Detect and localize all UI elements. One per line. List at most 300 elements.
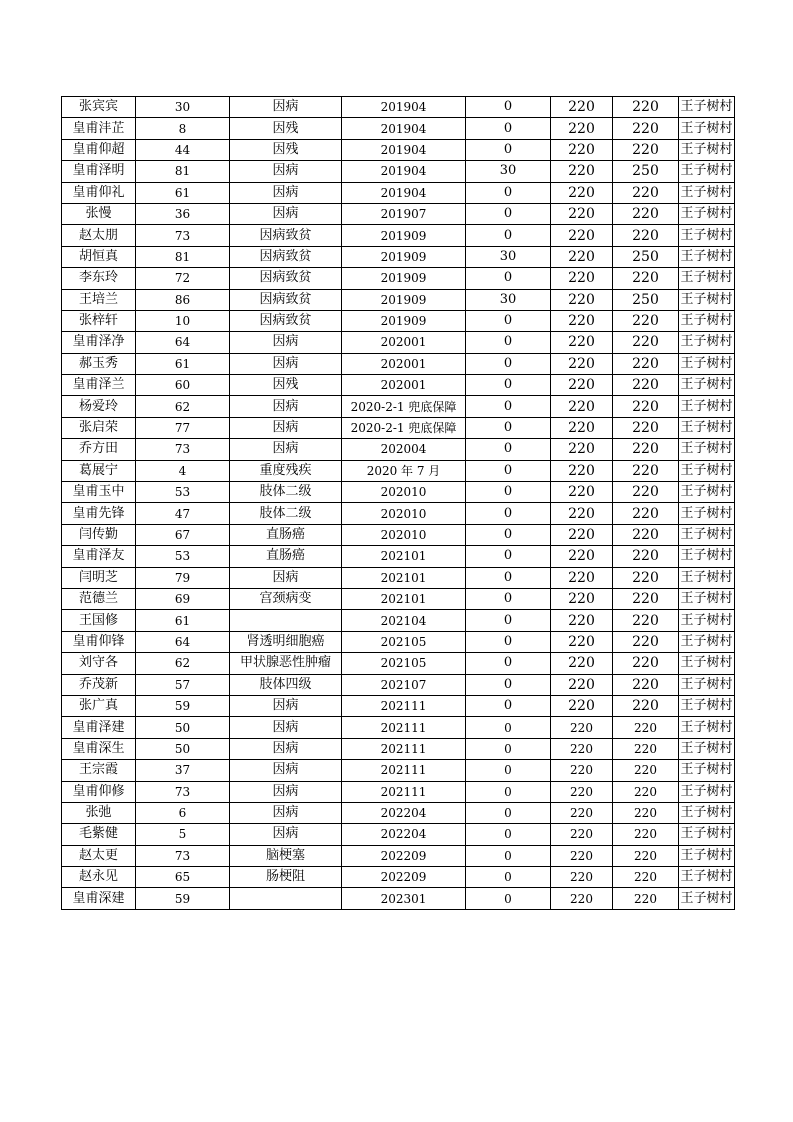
cell-village: 王子树村 [679, 289, 735, 310]
cell-adjustment: 0 [466, 845, 551, 866]
cell-name: 郝玉秀 [62, 353, 136, 374]
cell-village: 王子树村 [679, 845, 735, 866]
cell-name: 王国修 [62, 610, 136, 631]
cell-adjustment: 0 [466, 781, 551, 802]
cell-total: 220 [613, 802, 679, 823]
cell-age: 10 [136, 310, 230, 331]
cell-adjustment: 0 [466, 674, 551, 695]
cell-adjustment: 0 [466, 203, 551, 224]
table-row [62, 717, 735, 738]
table-row [62, 588, 735, 609]
table-row [62, 524, 735, 545]
table-row [62, 482, 735, 503]
cell-total: 220 [613, 524, 679, 545]
cell-date: 202010 [342, 524, 466, 545]
cell-reason: 因病 [230, 396, 342, 417]
cell-reason: 因残 [230, 375, 342, 396]
cell-name: 乔茂新 [62, 674, 136, 695]
table-row [62, 888, 735, 909]
cell-village: 王子树村 [679, 97, 735, 118]
cell-standard: 220 [551, 97, 613, 118]
table-body [62, 97, 735, 910]
cell-standard: 220 [551, 375, 613, 396]
cell-total: 220 [613, 482, 679, 503]
cell-reason: 因病 [230, 567, 342, 588]
cell-reason: 肾透明细胞癌 [230, 631, 342, 652]
cell-village: 王子树村 [679, 417, 735, 438]
cell-standard: 220 [551, 439, 613, 460]
cell-adjustment: 0 [466, 631, 551, 652]
cell-age: 50 [136, 717, 230, 738]
cell-age: 61 [136, 610, 230, 631]
table-row [62, 289, 735, 310]
cell-standard: 220 [551, 653, 613, 674]
cell-village: 王子树村 [679, 161, 735, 182]
table-row [62, 310, 735, 331]
cell-total: 220 [613, 631, 679, 652]
table-row [62, 118, 735, 139]
cell-date: 201909 [342, 289, 466, 310]
cell-village: 王子树村 [679, 524, 735, 545]
cell-name: 张启荣 [62, 417, 136, 438]
cell-standard: 220 [551, 203, 613, 224]
cell-date: 201909 [342, 246, 466, 267]
cell-reason: 因病 [230, 824, 342, 845]
cell-adjustment: 0 [466, 888, 551, 909]
cell-reason: 因病 [230, 781, 342, 802]
cell-adjustment: 0 [466, 396, 551, 417]
cell-village: 王子树村 [679, 182, 735, 203]
cell-village: 王子树村 [679, 588, 735, 609]
cell-name: 张宾宾 [62, 97, 136, 118]
cell-reason: 因病 [230, 182, 342, 203]
cell-reason: 因病 [230, 802, 342, 823]
cell-standard: 220 [551, 268, 613, 289]
cell-date: 202101 [342, 546, 466, 567]
cell-village: 王子树村 [679, 503, 735, 524]
cell-total: 220 [613, 417, 679, 438]
cell-age: 59 [136, 695, 230, 716]
cell-reason: 因病 [230, 738, 342, 759]
cell-reason [230, 888, 342, 909]
cell-total: 250 [613, 246, 679, 267]
table-row [62, 353, 735, 374]
cell-standard: 220 [551, 845, 613, 866]
cell-date: 201909 [342, 268, 466, 289]
cell-reason: 因残 [230, 139, 342, 160]
cell-date: 202101 [342, 567, 466, 588]
cell-standard: 220 [551, 182, 613, 203]
cell-name: 赵太更 [62, 845, 136, 866]
cell-date: 202111 [342, 695, 466, 716]
cell-reason: 因残 [230, 118, 342, 139]
table-row [62, 845, 735, 866]
cell-name: 李东玲 [62, 268, 136, 289]
table-row [62, 225, 735, 246]
table-row [62, 824, 735, 845]
cell-total: 220 [613, 310, 679, 331]
cell-name: 皇甫泽明 [62, 161, 136, 182]
cell-age: 64 [136, 332, 230, 353]
cell-adjustment: 30 [466, 289, 551, 310]
cell-village: 王子树村 [679, 802, 735, 823]
cell-total: 220 [613, 503, 679, 524]
cell-adjustment: 0 [466, 118, 551, 139]
cell-standard: 220 [551, 631, 613, 652]
cell-total: 220 [613, 353, 679, 374]
cell-name: 胡恒真 [62, 246, 136, 267]
cell-adjustment: 0 [466, 460, 551, 481]
cell-age: 5 [136, 824, 230, 845]
cell-reason: 因病 [230, 97, 342, 118]
cell-standard: 220 [551, 139, 613, 160]
table-row [62, 567, 735, 588]
cell-reason: 因病 [230, 760, 342, 781]
cell-standard: 220 [551, 867, 613, 888]
cell-adjustment: 0 [466, 353, 551, 374]
cell-age: 37 [136, 760, 230, 781]
cell-total: 220 [613, 332, 679, 353]
cell-name: 皇甫仰礼 [62, 182, 136, 203]
cell-name: 毛紫健 [62, 824, 136, 845]
cell-adjustment: 0 [466, 567, 551, 588]
cell-name: 皇甫泽兰 [62, 375, 136, 396]
cell-age: 81 [136, 246, 230, 267]
table-row [62, 246, 735, 267]
cell-reason: 因病 [230, 439, 342, 460]
cell-total: 220 [613, 845, 679, 866]
cell-name: 张慢 [62, 203, 136, 224]
cell-reason: 肢体四级 [230, 674, 342, 695]
cell-date: 201904 [342, 97, 466, 118]
cell-age: 57 [136, 674, 230, 695]
cell-standard: 220 [551, 588, 613, 609]
cell-village: 王子树村 [679, 824, 735, 845]
cell-date: 202010 [342, 503, 466, 524]
roster-table [61, 96, 735, 910]
cell-reason: 肢体二级 [230, 503, 342, 524]
cell-age: 53 [136, 546, 230, 567]
cell-total: 220 [613, 225, 679, 246]
cell-standard: 220 [551, 717, 613, 738]
cell-village: 王子树村 [679, 439, 735, 460]
cell-standard: 220 [551, 674, 613, 695]
cell-total: 250 [613, 161, 679, 182]
table-row [62, 268, 735, 289]
cell-standard: 220 [551, 289, 613, 310]
cell-date: 202105 [342, 653, 466, 674]
table-row [62, 738, 735, 759]
cell-adjustment: 0 [466, 695, 551, 716]
cell-village: 王子树村 [679, 717, 735, 738]
cell-village: 王子树村 [679, 546, 735, 567]
cell-adjustment: 0 [466, 503, 551, 524]
cell-date: 201909 [342, 310, 466, 331]
cell-name: 闫明芝 [62, 567, 136, 588]
cell-reason [230, 610, 342, 631]
cell-date: 2020 年 7 月 [342, 460, 466, 481]
cell-village: 王子树村 [679, 888, 735, 909]
cell-date: 202204 [342, 802, 466, 823]
cell-name: 张广真 [62, 695, 136, 716]
cell-age: 81 [136, 161, 230, 182]
cell-total: 220 [613, 546, 679, 567]
cell-standard: 220 [551, 396, 613, 417]
cell-name: 张梓轩 [62, 310, 136, 331]
cell-village: 王子树村 [679, 610, 735, 631]
cell-name: 王宗霞 [62, 760, 136, 781]
cell-name: 张弛 [62, 802, 136, 823]
cell-standard: 220 [551, 482, 613, 503]
cell-age: 73 [136, 439, 230, 460]
cell-reason: 因病致贫 [230, 225, 342, 246]
cell-total: 220 [613, 674, 679, 695]
cell-standard: 220 [551, 225, 613, 246]
table-row [62, 610, 735, 631]
cell-village: 王子树村 [679, 332, 735, 353]
cell-name: 王培兰 [62, 289, 136, 310]
cell-total: 220 [613, 867, 679, 888]
cell-age: 73 [136, 225, 230, 246]
cell-standard: 220 [551, 417, 613, 438]
cell-total: 220 [613, 653, 679, 674]
cell-adjustment: 0 [466, 524, 551, 545]
cell-name: 杨爱玲 [62, 396, 136, 417]
cell-age: 67 [136, 524, 230, 545]
cell-date: 202111 [342, 781, 466, 802]
cell-name: 赵永见 [62, 867, 136, 888]
cell-adjustment: 0 [466, 332, 551, 353]
table-row [62, 503, 735, 524]
table-row [62, 332, 735, 353]
cell-total: 250 [613, 289, 679, 310]
cell-total: 220 [613, 375, 679, 396]
cell-age: 86 [136, 289, 230, 310]
table-row [62, 439, 735, 460]
cell-age: 44 [136, 139, 230, 160]
cell-reason: 因病 [230, 695, 342, 716]
cell-age: 62 [136, 653, 230, 674]
cell-date: 2020-2-1 兜底保障 [342, 417, 466, 438]
cell-total: 220 [613, 396, 679, 417]
cell-adjustment: 0 [466, 867, 551, 888]
cell-village: 王子树村 [679, 867, 735, 888]
cell-standard: 220 [551, 546, 613, 567]
cell-name: 乔方田 [62, 439, 136, 460]
table-row [62, 653, 735, 674]
cell-village: 王子树村 [679, 460, 735, 481]
cell-adjustment: 30 [466, 161, 551, 182]
cell-age: 50 [136, 738, 230, 759]
cell-age: 6 [136, 802, 230, 823]
table-row [62, 161, 735, 182]
cell-name: 皇甫仰超 [62, 139, 136, 160]
cell-village: 王子树村 [679, 375, 735, 396]
table-row [62, 182, 735, 203]
cell-village: 王子树村 [679, 353, 735, 374]
cell-standard: 220 [551, 738, 613, 759]
cell-reason: 因病 [230, 353, 342, 374]
cell-total: 220 [613, 567, 679, 588]
cell-name: 皇甫先锋 [62, 503, 136, 524]
cell-standard: 220 [551, 802, 613, 823]
cell-total: 220 [613, 268, 679, 289]
cell-name: 皇甫泽友 [62, 546, 136, 567]
cell-date: 202209 [342, 867, 466, 888]
cell-total: 220 [613, 97, 679, 118]
cell-village: 王子树村 [679, 781, 735, 802]
table-row [62, 375, 735, 396]
cell-standard: 220 [551, 760, 613, 781]
cell-village: 王子树村 [679, 482, 735, 503]
cell-date: 202105 [342, 631, 466, 652]
cell-name: 赵太朋 [62, 225, 136, 246]
cell-age: 8 [136, 118, 230, 139]
cell-adjustment: 0 [466, 546, 551, 567]
cell-adjustment: 0 [466, 738, 551, 759]
cell-adjustment: 0 [466, 717, 551, 738]
table-row [62, 417, 735, 438]
cell-village: 王子树村 [679, 738, 735, 759]
cell-village: 王子树村 [679, 118, 735, 139]
cell-village: 王子树村 [679, 567, 735, 588]
table-row [62, 139, 735, 160]
cell-name: 皇甫玉中 [62, 482, 136, 503]
cell-name: 皇甫泽建 [62, 717, 136, 738]
cell-village: 王子树村 [679, 674, 735, 695]
cell-total: 220 [613, 824, 679, 845]
cell-date: 202104 [342, 610, 466, 631]
cell-standard: 220 [551, 503, 613, 524]
cell-standard: 220 [551, 332, 613, 353]
table-row [62, 867, 735, 888]
cell-age: 47 [136, 503, 230, 524]
table-row [62, 760, 735, 781]
cell-date: 202204 [342, 824, 466, 845]
cell-adjustment: 0 [466, 824, 551, 845]
cell-reason: 因病致贫 [230, 268, 342, 289]
cell-age: 4 [136, 460, 230, 481]
cell-village: 王子树村 [679, 631, 735, 652]
cell-total: 220 [613, 439, 679, 460]
cell-total: 220 [613, 695, 679, 716]
cell-village: 王子树村 [679, 225, 735, 246]
cell-adjustment: 0 [466, 375, 551, 396]
cell-date: 202001 [342, 375, 466, 396]
cell-total: 220 [613, 738, 679, 759]
cell-reason: 因病致贫 [230, 246, 342, 267]
cell-name: 葛展宁 [62, 460, 136, 481]
cell-village: 王子树村 [679, 396, 735, 417]
table-row [62, 781, 735, 802]
cell-age: 62 [136, 396, 230, 417]
cell-reason: 肢体二级 [230, 482, 342, 503]
cell-name: 刘守各 [62, 653, 136, 674]
cell-reason: 甲状腺恶性肿瘤 [230, 653, 342, 674]
cell-standard: 220 [551, 567, 613, 588]
cell-adjustment: 0 [466, 482, 551, 503]
cell-date: 202111 [342, 760, 466, 781]
cell-age: 59 [136, 888, 230, 909]
cell-total: 220 [613, 781, 679, 802]
cell-village: 王子树村 [679, 268, 735, 289]
cell-total: 220 [613, 760, 679, 781]
table-row [62, 631, 735, 652]
cell-standard: 220 [551, 524, 613, 545]
cell-adjustment: 0 [466, 588, 551, 609]
cell-adjustment: 0 [466, 417, 551, 438]
cell-name: 皇甫仰修 [62, 781, 136, 802]
cell-total: 220 [613, 203, 679, 224]
cell-age: 64 [136, 631, 230, 652]
cell-reason: 因病 [230, 203, 342, 224]
cell-reason: 因病致贫 [230, 289, 342, 310]
cell-reason: 脑梗塞 [230, 845, 342, 866]
cell-date: 201907 [342, 203, 466, 224]
cell-name: 皇甫仰锋 [62, 631, 136, 652]
cell-date: 202004 [342, 439, 466, 460]
cell-name: 范德兰 [62, 588, 136, 609]
cell-name: 皇甫沣芷 [62, 118, 136, 139]
cell-date: 201904 [342, 161, 466, 182]
cell-age: 61 [136, 353, 230, 374]
cell-age: 53 [136, 482, 230, 503]
table-row [62, 203, 735, 224]
cell-date: 201909 [342, 225, 466, 246]
cell-standard: 220 [551, 695, 613, 716]
cell-adjustment: 0 [466, 310, 551, 331]
cell-standard: 220 [551, 118, 613, 139]
cell-adjustment: 0 [466, 610, 551, 631]
cell-standard: 220 [551, 781, 613, 802]
cell-date: 202101 [342, 588, 466, 609]
cell-reason: 因病 [230, 417, 342, 438]
cell-date: 202209 [342, 845, 466, 866]
cell-name: 皇甫泽净 [62, 332, 136, 353]
cell-date: 202010 [342, 482, 466, 503]
cell-age: 79 [136, 567, 230, 588]
cell-date: 202111 [342, 717, 466, 738]
cell-village: 王子树村 [679, 246, 735, 267]
cell-date: 2020-2-1 兜底保障 [342, 396, 466, 417]
cell-village: 王子树村 [679, 310, 735, 331]
cell-date: 202001 [342, 353, 466, 374]
cell-standard: 220 [551, 610, 613, 631]
cell-adjustment: 0 [466, 97, 551, 118]
cell-adjustment: 0 [466, 182, 551, 203]
cell-age: 61 [136, 182, 230, 203]
cell-name: 皇甫深生 [62, 738, 136, 759]
cell-standard: 220 [551, 888, 613, 909]
cell-standard: 220 [551, 161, 613, 182]
cell-reason: 宫颈病变 [230, 588, 342, 609]
cell-standard: 220 [551, 310, 613, 331]
cell-total: 220 [613, 139, 679, 160]
table-row [62, 97, 735, 118]
cell-date: 202111 [342, 738, 466, 759]
cell-village: 王子树村 [679, 203, 735, 224]
cell-age: 73 [136, 845, 230, 866]
cell-village: 王子树村 [679, 139, 735, 160]
table-row [62, 802, 735, 823]
cell-reason: 因病 [230, 161, 342, 182]
table-row [62, 460, 735, 481]
cell-date: 201904 [342, 182, 466, 203]
cell-adjustment: 0 [466, 139, 551, 160]
cell-reason: 因病致贫 [230, 310, 342, 331]
cell-date: 202301 [342, 888, 466, 909]
cell-date: 201904 [342, 118, 466, 139]
